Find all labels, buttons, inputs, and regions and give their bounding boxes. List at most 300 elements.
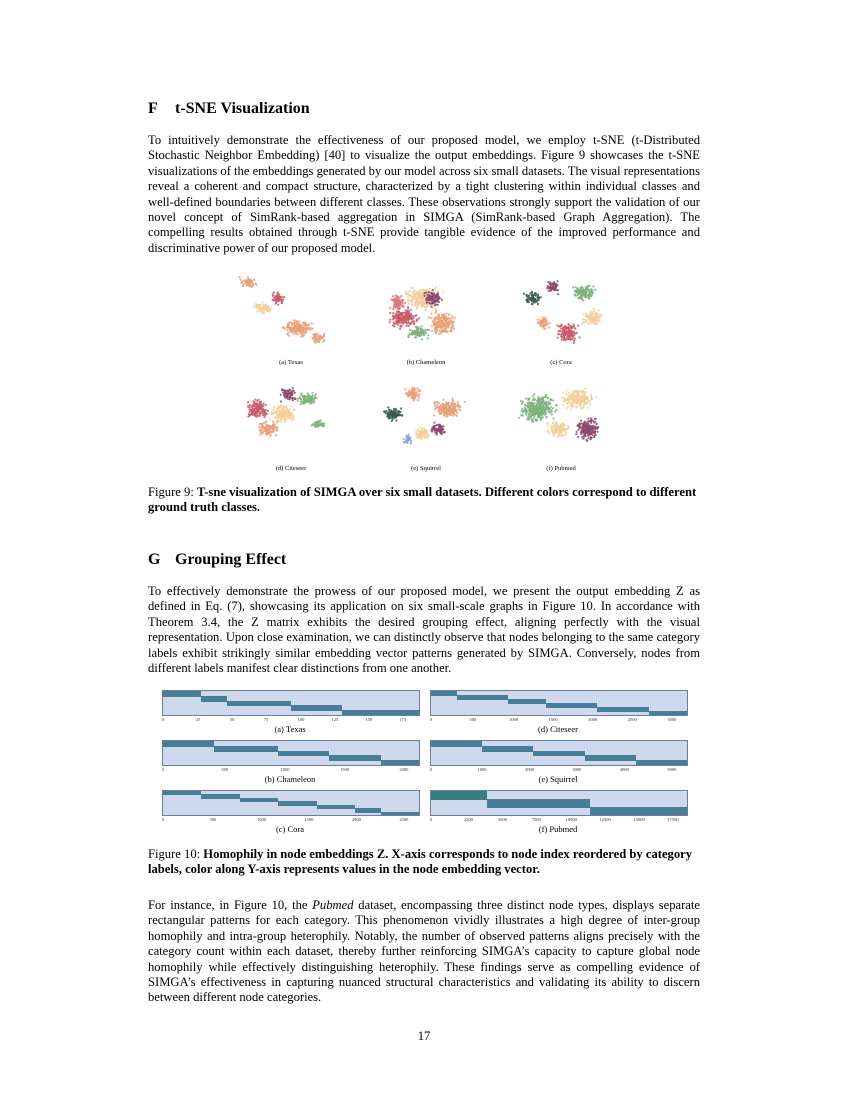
tsne-point [538, 404, 540, 406]
heatmap-band [163, 791, 201, 795]
section-f-paragraph: To intuitively demonstrate the effectiveness of our proposed model, we employ t-SNE (t-Distributed Stochastic Neighbor Embedding) [40] to visualize the output embeddings. Figure 9 showcases the t-SNE visualizations of the embeddings generated by our model across six small datasets. The visual representations reveal a coherent and compact structure, characterized by a tight clustering within individual classes and well-defined boundaries between different classes. These observations strongly support the validation of our novel concept of SimRank-based aggregation in SIMGA (SimRank-based Graph Aggregation). The compelling results obtained through t-SNE provide tangible evidence of the improved performance and discriminative power of our proposed model. [148, 133, 701, 255]
tsne-point [540, 419, 542, 421]
tsne-point [588, 437, 590, 439]
tsne-point [579, 289, 581, 291]
tsne-point [301, 327, 303, 329]
tsne-point [548, 326, 550, 328]
tsne-point [555, 404, 557, 406]
tsne-point [394, 303, 396, 305]
tsne-point [545, 402, 547, 404]
tsne-point [318, 341, 320, 343]
tsne-point [239, 278, 241, 280]
tsne-point [554, 425, 556, 427]
tsne-point [596, 423, 598, 425]
heatmap-band [649, 711, 687, 716]
tsne-point [298, 323, 300, 325]
tsne-point [427, 334, 429, 336]
tsne-point [429, 288, 431, 290]
tsne-point [291, 419, 293, 421]
heatmap-band [214, 746, 278, 752]
tsne-point [454, 317, 456, 319]
heatmap-tick: 0 [162, 767, 165, 772]
tsne-point [413, 399, 415, 401]
tsne-point [259, 310, 261, 312]
tsne-point [597, 426, 599, 428]
tsne-point [597, 310, 599, 312]
tsne-point [277, 421, 279, 423]
tsne-point [386, 413, 388, 415]
figure-10-caption-text: Homophily in node embeddings Z. X-axis corresponds to node index reordered by category labels, color along Y-axis represents values in the node embedding vector. [148, 847, 693, 877]
heatmap-tick: 1500 [304, 817, 314, 822]
heatmap-band [355, 808, 381, 812]
tsne-point [284, 406, 286, 408]
tsne-point [297, 400, 299, 402]
tsne-point [432, 289, 434, 291]
tsne-point [586, 320, 588, 322]
heatmap-texas [158, 690, 422, 734]
tsne-point [283, 411, 285, 413]
tsne-point [420, 427, 422, 429]
tsne-point [400, 312, 402, 314]
tsne-point [427, 337, 429, 339]
heatmap-tick: 0 [430, 767, 433, 772]
tsne-point [415, 433, 417, 435]
tsne-point [256, 402, 258, 404]
tsne-point [266, 428, 268, 430]
tsne-point [585, 295, 587, 297]
tsne-point [269, 419, 271, 421]
tsne-point [263, 403, 265, 405]
heatmap-tick: 1000 [280, 767, 290, 772]
tsne-point [264, 428, 266, 430]
heatmap-band [381, 760, 419, 766]
tsne-point [276, 407, 278, 409]
tsne-point [273, 406, 275, 408]
tsne-point [425, 309, 427, 311]
tsne-point [553, 433, 555, 435]
tsne-point [570, 398, 572, 400]
heatmap-band [482, 746, 533, 752]
tsne-point [403, 438, 405, 440]
tsne-point [595, 312, 597, 314]
tsne-point [257, 404, 259, 406]
tsne-point [259, 413, 261, 415]
tsne-point [438, 402, 440, 404]
tsne-point [418, 317, 420, 319]
tsne-point [267, 306, 269, 308]
tsne-point [452, 409, 454, 411]
tsne-point [259, 304, 261, 306]
tsne-point [267, 410, 269, 412]
heatmap-tick: 5000 [497, 817, 507, 822]
tsne-squirrel-label: (e) Squirrel [411, 465, 441, 472]
tsne-point [573, 325, 575, 327]
tsne-point [580, 400, 582, 402]
tsne-point [435, 428, 437, 430]
tsne-point [393, 413, 395, 415]
tsne-point [266, 426, 268, 428]
tsne-point [524, 408, 526, 410]
tsne-point [580, 287, 582, 289]
tsne-point [451, 323, 453, 325]
tsne-point [571, 327, 573, 329]
tsne-point [412, 287, 414, 289]
closing-paragraph [148, 898, 700, 1006]
tsne-point [392, 299, 394, 301]
tsne-point [256, 311, 258, 313]
tsne-point [558, 434, 560, 436]
tsne-point [307, 324, 309, 326]
tsne-point [525, 299, 527, 301]
tsne-point [274, 411, 276, 413]
tsne-point [421, 338, 423, 340]
tsne-point [265, 424, 267, 426]
tsne-point [582, 313, 584, 315]
tsne-squirrel-plot [363, 374, 489, 462]
tsne-point [397, 324, 399, 326]
tsne-point [277, 417, 279, 419]
tsne-point [407, 298, 409, 300]
tsne-point [280, 400, 282, 402]
tsne-point [390, 414, 392, 416]
tsne-point [417, 305, 419, 307]
tsne-point [247, 276, 249, 278]
tsne-point [437, 293, 439, 295]
tsne-point [242, 285, 244, 287]
tsne-point [585, 312, 587, 314]
heatmap-tick: 0 [430, 817, 433, 822]
tsne-point [392, 418, 394, 420]
tsne-point [426, 298, 428, 300]
tsne-point [264, 304, 266, 306]
tsne-point [433, 293, 435, 295]
tsne-point [436, 298, 438, 300]
tsne-point [539, 323, 541, 325]
tsne-point [311, 424, 313, 426]
tsne-point [288, 410, 290, 412]
tsne-point [585, 315, 587, 317]
tsne-pubmed-label: (f) Pubmed [546, 465, 576, 472]
tsne-point [598, 320, 600, 322]
tsne-point [394, 295, 396, 297]
tsne-point [457, 401, 459, 403]
tsne-texas [228, 268, 354, 364]
tsne-point [443, 414, 445, 416]
section-f-title: t-SNE Visualization [175, 100, 310, 117]
tsne-point [553, 417, 555, 419]
tsne-point [428, 295, 430, 297]
heatmap-band [636, 760, 687, 766]
closing-rest: dataset, encompassing three distinct node types, displays separate rectangular patterns for each category. This phenomenon vividly illustrates a high degree of inter-group homophily and intra-group heterophily. Notably, the number of observed patterns aligns precisely with the category count within each dataset, thereby further reinforcing SIMGA’s capacity to capture global node homophily while effectively distinguishing heterophily. These findings serve as compelling evidence of SIMGA’s effectiveness in capturing nuanced structural characteristics and validating its ability to discern between different node categories. [148, 898, 700, 1005]
tsne-point [436, 433, 438, 435]
tsne-point [414, 392, 416, 394]
tsne-point [291, 394, 293, 396]
tsne-point [420, 438, 422, 440]
heatmap-band [201, 696, 227, 702]
tsne-point [263, 312, 265, 314]
page-number: 17 [417, 1029, 431, 1043]
tsne-point [251, 406, 253, 408]
heatmap-band [163, 741, 214, 747]
tsne-point [567, 406, 569, 408]
heatmap-tick: 500 [469, 717, 477, 722]
section-g-heading [148, 551, 286, 569]
tsne-point [390, 409, 392, 411]
tsne-point [555, 432, 557, 434]
section-g-number: G [148, 551, 161, 568]
tsne-point [561, 435, 563, 437]
heatmap-band [227, 701, 291, 707]
heatmap-tick: 1000 [256, 817, 266, 822]
tsne-point [247, 416, 249, 418]
tsne-point [416, 318, 418, 320]
tsne-point [439, 323, 441, 325]
tsne-point [434, 405, 436, 407]
tsne-point [545, 416, 547, 418]
tsne-point [265, 409, 267, 411]
tsne-point [303, 322, 305, 324]
heatmap-tick: 2500 [627, 717, 637, 722]
tsne-point [534, 414, 536, 416]
heatmap-tick: 1000 [477, 767, 487, 772]
tsne-point [549, 402, 551, 404]
tsne-point [285, 413, 287, 415]
tsne-point [273, 291, 275, 293]
heatmap-band [431, 741, 482, 747]
tsne-point [567, 395, 569, 397]
tsne-point [544, 328, 546, 330]
tsne-point [250, 285, 252, 287]
tsne-point [311, 327, 313, 329]
heatmap-citeseer-label: (d) Citeseer [538, 724, 578, 734]
tsne-point [253, 401, 255, 403]
tsne-point [567, 323, 569, 325]
tsne-point [548, 290, 550, 292]
tsne-point [421, 328, 423, 330]
tsne-point [248, 282, 250, 284]
tsne-point [315, 393, 317, 395]
tsne-point [259, 423, 261, 425]
tsne-point [414, 336, 416, 338]
tsne-point [285, 390, 287, 392]
tsne-point [396, 297, 398, 299]
tsne-point [255, 284, 257, 286]
tsne-point [287, 393, 289, 395]
tsne-point [392, 295, 394, 297]
heatmap-citeseer-strip [430, 690, 688, 716]
tsne-point [421, 429, 423, 431]
tsne-point [293, 418, 295, 420]
tsne-point [451, 330, 453, 332]
tsne-point [407, 318, 409, 320]
tsne-point [573, 402, 575, 404]
tsne-point [410, 391, 412, 393]
tsne-point [420, 306, 422, 308]
tsne-point [584, 292, 586, 294]
tsne-point [435, 328, 437, 330]
tsne-point [400, 407, 402, 409]
tsne-point [300, 325, 302, 327]
tsne-point [593, 310, 595, 312]
tsne-point [431, 302, 433, 304]
heatmap-texas-label: (a) Texas [274, 724, 306, 734]
tsne-point [532, 395, 534, 397]
heatmap-chameleon [158, 740, 422, 784]
tsne-point [404, 315, 406, 317]
tsne-point [453, 328, 455, 330]
tsne-point [572, 393, 574, 395]
tsne-point [539, 413, 541, 415]
tsne-point [285, 418, 287, 420]
tsne-point [257, 306, 259, 308]
tsne-point [562, 339, 564, 341]
tsne-point [458, 408, 460, 410]
tsne-point [292, 387, 294, 389]
tsne-point [450, 319, 452, 321]
heatmap-tick: 10000 [565, 817, 577, 822]
tsne-point [315, 336, 317, 338]
tsne-point [584, 433, 586, 435]
tsne-point [571, 334, 573, 336]
tsne-point [306, 329, 308, 331]
tsne-point [592, 308, 594, 310]
tsne-point [289, 413, 291, 415]
tsne-point [537, 396, 539, 398]
tsne-cora-label: (c) Cora [550, 359, 572, 366]
tsne-point [538, 416, 540, 418]
tsne-point [438, 333, 440, 335]
heatmap-squirrel [426, 740, 690, 784]
tsne-point [535, 405, 537, 407]
tsne-point [577, 291, 579, 293]
tsne-point [551, 425, 553, 427]
tsne-point [419, 296, 421, 298]
tsne-point [412, 298, 414, 300]
tsne-point [580, 296, 582, 298]
tsne-point [590, 322, 592, 324]
tsne-point [454, 407, 456, 409]
tsne-point [258, 426, 260, 428]
tsne-point [557, 293, 559, 295]
tsne-point [424, 330, 426, 332]
heatmap-band [201, 794, 239, 798]
tsne-point [582, 395, 584, 397]
tsne-point [545, 323, 547, 325]
tsne-point [594, 322, 596, 324]
tsne-point [531, 294, 533, 296]
tsne-point [276, 415, 278, 417]
tsne-point [541, 398, 543, 400]
tsne-citeseer-plot [228, 374, 354, 462]
tsne-point [570, 338, 572, 340]
tsne-point [280, 421, 282, 423]
tsne-point [587, 418, 589, 420]
tsne-point [410, 309, 412, 311]
tsne-point [428, 291, 430, 293]
tsne-point [434, 408, 436, 410]
tsne-point [579, 336, 581, 338]
tsne-point [449, 409, 451, 411]
tsne-cora [498, 268, 624, 364]
tsne-point [587, 397, 589, 399]
tsne-point [298, 320, 300, 322]
tsne-point [448, 314, 450, 316]
tsne-point [408, 434, 410, 436]
tsne-point [531, 415, 533, 417]
tsne-point [410, 299, 412, 301]
tsne-point [550, 406, 552, 408]
tsne-point [412, 387, 414, 389]
tsne-point [562, 326, 564, 328]
tsne-point [588, 401, 590, 403]
tsne-point [413, 321, 415, 323]
tsne-point [542, 416, 544, 418]
tsne-point [418, 430, 420, 432]
tsne-point [445, 318, 447, 320]
tsne-point [431, 298, 433, 300]
tsne-point [527, 416, 529, 418]
tsne-point [575, 290, 577, 292]
tsne-point [401, 317, 403, 319]
tsne-point [537, 322, 539, 324]
tsne-point [423, 433, 425, 435]
tsne-point [314, 397, 316, 399]
tsne-point [438, 410, 440, 412]
tsne-point [561, 397, 563, 399]
tsne-point [247, 405, 249, 407]
tsne-point [426, 433, 428, 435]
tsne-point [440, 432, 442, 434]
tsne-point [416, 387, 418, 389]
tsne-point [530, 298, 532, 300]
tsne-point [239, 276, 241, 278]
tsne-point [309, 395, 311, 397]
tsne-point [411, 303, 413, 305]
tsne-point [406, 325, 408, 327]
tsne-point [247, 401, 249, 403]
tsne-point [313, 336, 315, 338]
heatmap-tick: 0 [162, 817, 165, 822]
tsne-point [388, 409, 390, 411]
tsne-point [551, 429, 553, 431]
tsne-point [449, 411, 451, 413]
tsne-point [443, 410, 445, 412]
tsne-point [275, 429, 277, 431]
tsne-point [394, 297, 396, 299]
heatmap-texas-strip [162, 690, 420, 716]
tsne-point [531, 303, 533, 305]
tsne-point [574, 327, 576, 329]
tsne-point [443, 431, 445, 433]
tsne-point [571, 395, 573, 397]
tsne-point [277, 409, 279, 411]
tsne-point [541, 322, 543, 324]
tsne-point [450, 326, 452, 328]
tsne-point [304, 401, 306, 403]
heatmap-tick: 3000 [572, 767, 582, 772]
tsne-point [448, 324, 450, 326]
tsne-point [540, 410, 542, 412]
tsne-point [276, 296, 278, 298]
tsne-point [526, 296, 528, 298]
tsne-point [531, 413, 533, 415]
tsne-point [408, 315, 410, 317]
heatmap-cora-strip [162, 790, 420, 816]
tsne-point [590, 420, 592, 422]
tsne-point [563, 397, 565, 399]
tsne-point [409, 439, 411, 441]
tsne-point [584, 403, 586, 405]
